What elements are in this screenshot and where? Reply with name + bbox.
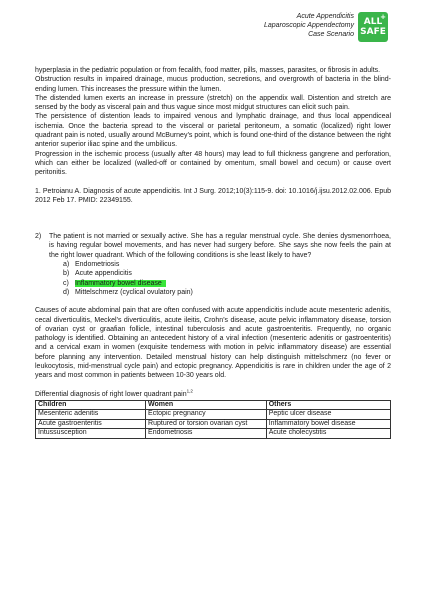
- document-header: [264, 12, 354, 39]
- differential-diagnosis-table: [35, 400, 391, 439]
- answer-option-c: c) Inflammatory bowel disease: [75, 279, 391, 288]
- header-title: Acute Appendicitis: [296, 13, 354, 20]
- logo-plus-icon: +: [380, 13, 386, 21]
- paragraph-progression: Progression in the ischemic process (usually after 48 hours) may lead to full thickness gangrene and perforation, which can either be localized (walled-off or contained by omentum, small bowel and cecum) or cause overt peritonitis.: [35, 150, 391, 177]
- table-caption-superscript: 1,2: [186, 388, 193, 394]
- question-text: The patient is not married or sexually active. She has a regular menstrual cycle. She denies dysmenorrhoea, is having regular bowel movements, and has never had surgery before. She says she now feels the pain at the right lower quadrant. Which of the following conditions is she least likely to have?: [49, 233, 391, 259]
- column-header-children: Children: [36, 400, 146, 410]
- option-label-highlighted: Inflammatory bowel disease: [75, 280, 166, 287]
- logo-line-2: SAFE: [360, 27, 386, 37]
- table-cell: Inflammatory bowel disease: [266, 419, 390, 429]
- option-label: Endometriosis: [75, 261, 120, 269]
- table-cell: Ectopic pregnancy: [146, 410, 267, 420]
- paragraph-distention: The distended lumen exerts an increase in pressure (stretch) on the appendix wall. Distention and stretch are sensed by the body as visceral pain and thus vague since most midgut structures can elicit such pain.: [35, 94, 391, 112]
- table-cell: Acute gastroenteritis: [36, 419, 146, 429]
- column-header-women: Women: [146, 400, 267, 410]
- question-block: [35, 232, 391, 297]
- paragraph-obstruction-causes: hyperplasia in the pediatric population or from fecalith, food matter, pills, masses, parasites, or fibrosis in adults.: [35, 67, 381, 74]
- header-subtitle: Laparoscopic Appendectomy: [263, 22, 354, 29]
- table-cell: Acute cholecystitis: [266, 429, 390, 439]
- allsafe-logo: [358, 12, 388, 42]
- answer-options: [49, 260, 391, 297]
- table-row: [36, 419, 391, 429]
- answer-option-b: b) Acute appendicitis: [63, 270, 132, 278]
- document-body: [35, 66, 391, 439]
- table-row: [36, 429, 391, 439]
- answer-option-a: a) Endometriosis: [63, 261, 120, 269]
- table-cell: Mesenteric adenitis: [36, 410, 146, 420]
- table-row: [36, 410, 391, 420]
- option-label: Acute appendicitis: [75, 270, 132, 278]
- header-doc-type: Case Scenario: [308, 31, 354, 38]
- table-cell: Peptic ulcer disease: [266, 410, 390, 420]
- column-header-others: Others: [266, 400, 390, 410]
- logo-line-1: ALL: [363, 17, 383, 27]
- reference-citation: 1. Petroianu A. Diagnosis of acute appendicitis. Int J Surg. 2012;10(3):115-9. doi: 10.1016/j.ijsu.2012.02.006. Epub 2012 Feb 17. PMID: 22349155.: [35, 187, 391, 204]
- answer-option-d: d) Mittelschmerz (cyclical ovulatory pain): [63, 288, 193, 296]
- table-cell: Ruptured or torsion ovarian cyst: [146, 419, 267, 429]
- table-header-row: [36, 400, 391, 410]
- paragraph-ischemia: The persistence of distention leads to impaired venous and lymphatic drainage, and thus local appendiceal ischemia. Once the bacteria spread to the visceral or parietal peritoneum, a somatic (localized) right lower quadrant pain is noted, usually around McBurney’s point, which is found one-third of the distance between the right anterior superior iliac spine and the umbilicus.: [35, 113, 391, 149]
- table-caption: Differential diagnosis of right lower quadrant pain$^{1,2}$: [35, 388, 193, 398]
- question-number: 2): [35, 233, 42, 241]
- table-cell: Endometriosis: [146, 429, 267, 439]
- option-label: Mittelschmerz (cyclical ovulatory pain): [75, 288, 193, 296]
- paragraph-differential-causes: Causes of acute abdominal pain that are often confused with acute appendicitis include acute mesenteric adenitis, cecal diverticulitis, Meckel’s diverticulitis, acute ileitis, Crohn’s disease, acute pelvic inflammatory disease, torsion of ovarian cyst or graafian follicle, intestinal tuberculosis and acute gastroenteritis. Frequently, no organic pathology is identified. Obtaining an antecedent history of a viral infection (mesenteric adenitis or gastroenteritis) and a cervical exam in women (exquisite tenderness with motion in pelvic inflammatory disease) are essential before planning any intervention. Detailed menstrual history can help distinguish mittelschmerz (no fever or leukocytosis, mid-menstrual cycle pain) and ectopic pregnancy. Appendicitis is rare in children under the age of 2 years and most common in patients between 10-30 years old.: [35, 307, 391, 380]
- table-cell: Intussusception: [36, 429, 146, 439]
- paragraph-obstruction-results: Obstruction results in impaired drainage, mucus production, secretions, and overgrowth of bacteria in the blind-ending lumen. This increases the pressure within the lumen.: [35, 76, 391, 93]
